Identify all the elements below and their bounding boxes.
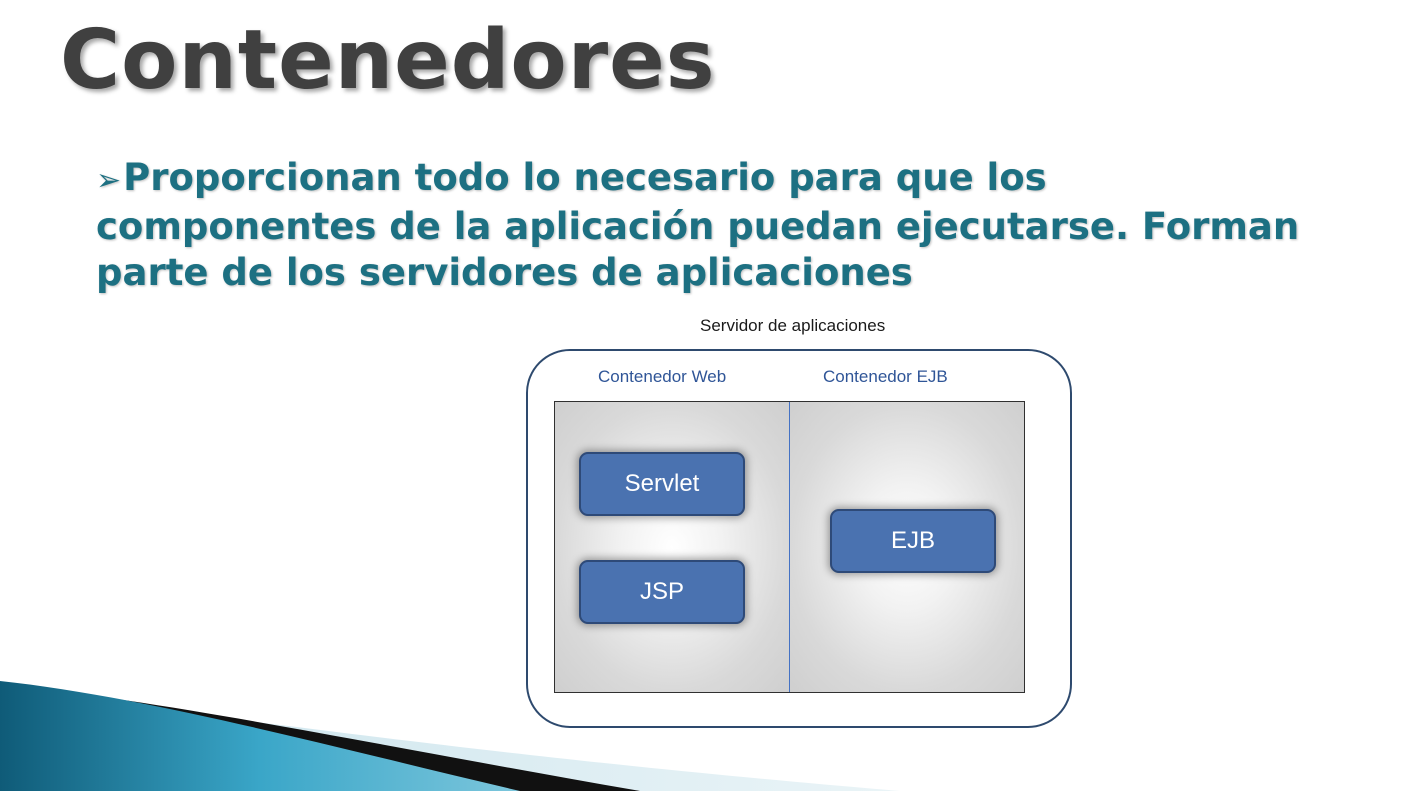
bullet-text: Proporcionan todo lo necesario para que los componentes de la aplicación puedan ejecutarse. Forman parte de los servidores de aplicaciones [96, 156, 1300, 294]
web-container [555, 402, 790, 692]
ejb-component: EJB [830, 509, 996, 573]
slide-title: Contenedores [60, 13, 716, 108]
jsp-component: JSP [579, 560, 745, 624]
server-label: Servidor de aplicaciones [700, 316, 886, 335]
servlet-component: Servlet [579, 452, 745, 516]
decorative-wave [0, 661, 900, 791]
ejb-container-label: Contenedor EJB [823, 367, 948, 386]
ejb-container [790, 402, 1024, 692]
bullet-arrow-icon: ➢ [96, 163, 122, 198]
web-container-label: Contenedor Web [598, 367, 727, 386]
bullet-paragraph [96, 155, 1316, 296]
containers-panel [554, 401, 1025, 693]
